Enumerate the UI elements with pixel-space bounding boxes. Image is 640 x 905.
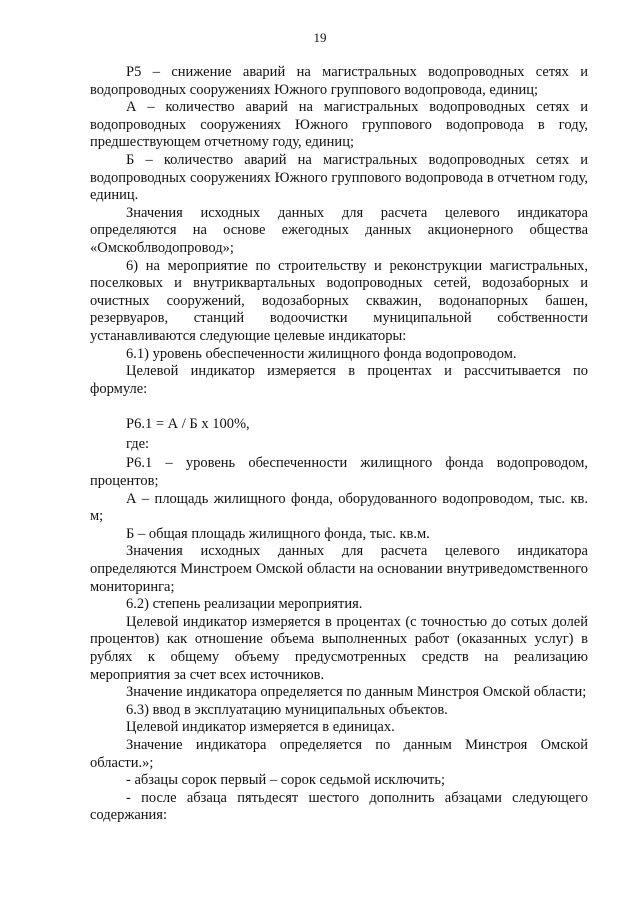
paragraph: А – площадь жилищного фонда, оборудованного водопроводом, тыс. кв. м; — [90, 490, 588, 525]
paragraph: 6.2) степень реализации мероприятия. — [126, 596, 363, 613]
paragraph: Б – количество аварий на магистральных водопроводных сетях и водопроводных сооружениях Южного группового водопровода в отчетном году, единиц. — [90, 151, 588, 204]
formula: Р6.1 = А / Б х 100%, — [126, 416, 250, 433]
paragraph: 6.1) уровень обеспеченности жилищного фонда водопроводом. — [126, 345, 517, 362]
paragraph: Значения исходных данных для расчета целевого индикатора определяются Минстроем Омской области на основании внутриведомственного мониторинга; — [90, 543, 588, 595]
paragraph: - абзацы сорок первый – сорок седьмой исключить; — [126, 772, 446, 789]
paragraph: Р6.1 – уровень обеспеченности жилищного фонда водопроводом, процентов; — [90, 455, 588, 490]
paragraph: Значение индикатора определяется по данным Минстроя Омской области.»; — [90, 736, 588, 771]
paragraph: Значения исходных данных для расчета целевого индикатора определяются на основе ежегодных данных акционерного общества «Омскоблводопровод»; — [90, 204, 588, 256]
page-number: 19 — [313, 30, 327, 45]
paragraph: Значение индикатора определяется по данным Минстроя Омской области; — [126, 684, 587, 701]
paragraph: - после абзаца пятьдесят шестого дополнить абзацами следующего содержания: — [90, 789, 588, 824]
document-body — [90, 64, 588, 825]
paragraph: 6.3) ввод в эксплуатацию муниципальных объектов. — [126, 701, 448, 718]
paragraph: Целевой индикатор измеряется в единицах. — [126, 719, 395, 736]
paragraph: Целевой индикатор измеряется в процентах и рассчитывается по формуле: — [90, 363, 588, 397]
paragraph: Целевой индикатор измеряется в процентах (с точностью до сотых долей процентов) как отношение объема выполненных работ (оказанных услуг) в рублях к общему объему предусмотренных средств на реализацию мероприятия за счет всех источников. — [90, 613, 588, 683]
paragraph: 6) на мероприятие по строительству и реконструкции магистральных, поселковых и внутриквартальных водопроводных сетей, водозаборных и очистных сооружений, водозаборных скважин, водонапорных башен, резервуаров, станций водоочистки муниципальной собственности устанавливаются следующие целевые индикаторы: — [90, 257, 588, 344]
paragraph: А – количество аварий на магистральных водопроводных сетях и водопроводных сооружениях Южного группового водопровода в году, предшествующем отчетному году, единиц; — [90, 99, 588, 151]
paragraph: Б – общая площадь жилищного фонда, тыс. кв.м. — [126, 525, 430, 542]
paragraph: где: — [126, 435, 150, 452]
paragraph: Р5 – снижение аварий на магистральных водопроводных сетях и водопроводных сооружениях Южного группового водопровода, единиц; — [90, 64, 588, 98]
